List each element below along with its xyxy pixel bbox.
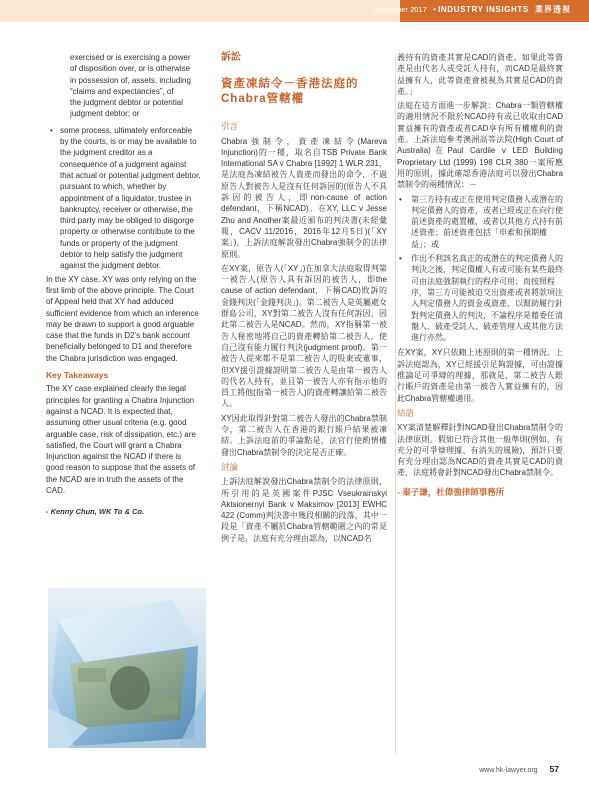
- continued-line: in possession of, assets, including: [70, 75, 191, 85]
- cn-principle-bullets: [397, 194, 563, 344]
- continued-line: exercised or is exercising a power: [70, 53, 191, 62]
- section-title-cn: 業界透視: [535, 5, 571, 14]
- paragraph: XY案清楚解釋針對NCAD發出Chabra禁制令的法律原則。假如已符合其他一般準則(例如，有充分的可爭辯理據、有消失的風險)，預計只要有充分理由認為NCAD的資產其實是CAD的資產，法庭將會針對NCAD發出Chabra禁制令。: [397, 423, 563, 478]
- bullet-dot: •: [50, 125, 53, 135]
- header-accent-strip: [0, 0, 400, 22]
- bullet-item: [397, 253, 563, 343]
- continued-line: of disposition over, or is otherwise: [70, 64, 191, 74]
- paragraph: 義持有的資產其實是CAD的資產。如果此等資產是由代名人或受託人持有，而CAD是最終實益擁有人，此等資產會被視為其實是CAD的資產。」: [397, 53, 563, 96]
- paragraph: XY因此取得針對第二被告人發出的Chabra禁制令，第二被告人在香港的銀行賬戶結果被凍結。上訴法庭前的爭論點是，法官行使酌情權發出Chabra禁制令的決定是否正確。: [221, 413, 387, 457]
- bullet-text: 第三方持有或正在使用判定債務人或潛在的判定債務人的資產，或者已經或正在向行使前述資產的處置權，或者以其他方式持有前述資產；前述資產包括「申索和預期權益」；或: [411, 194, 563, 249]
- bullet-item: [46, 125, 201, 272]
- bullet-item: [397, 194, 563, 250]
- principle-bullets: [46, 125, 201, 272]
- bullet-dot: •: [399, 254, 402, 264]
- website-url: www.hk-lawyer.org: [479, 767, 538, 774]
- bullet-dot: •: [399, 194, 402, 204]
- page-header: [0, 0, 589, 22]
- paragraph: Chabra強制令，資產凍結令(Mareva Injunction)的一種，取名自TSB Private Bank International SA v Chabra [1992] 1 WLR 231，是法庭為凍結被告人資產而發出的命令，不過原告人對被告人是沒有任何訴因的(原告人不具訴因的被告人，即non-cause of action defendant，下稱NCAD)。在XY, LLC v Jesse Zhu and Another案最近頒布的判決書(未經彙報，CACV 11/2016，2016年12月5日)(「XY案」)，上訴法庭解說發出Chabra強制令的法律原則。: [221, 136, 387, 259]
- author-byline-cn: - 秦子謙，杜偉強律師事務所: [397, 486, 505, 497]
- article-title: 資產凍結令－香港法庭的Chabra管轄權: [221, 78, 359, 106]
- continued-line: judgment debtor; or: [70, 109, 140, 119]
- header-text: [373, 4, 571, 15]
- page-number: 57: [549, 764, 559, 774]
- page-footer: [479, 764, 559, 774]
- discussion-heading: 討論: [221, 461, 239, 472]
- column-divider: [395, 54, 396, 754]
- key-takeaways-heading: Key Takeaways: [46, 370, 109, 381]
- paragraph: 在XY案，XY只依賴上述原則的第一種情況。上訴法庭認為，XY已經援引足夠證據，可由證據推論足可爭辯的理據，那就是，第二被告人銀行賬戶的資產是由第一被告人實益擁有的，因此Chabra管轄權適用。: [397, 348, 563, 403]
- paragraph: 上訴法庭解說發出Chabra禁制令的法律原則，所引用的是英國案件PJSC Vseukrainskyi Aktsionernyi Bank v Maksimov [2013] EWHC 422 (Comm)判決書中幾段相關的段落，其中一段是「資產不屬於Chabra管轄範圍之內的常見例子是，法庭有充分理由認為，以NCAD名: [221, 477, 387, 543]
- frozen-money-photo: [48, 588, 206, 748]
- header-separator: •: [433, 5, 436, 14]
- paragraph: 在XY案，原告人(「XY」)在加拿大法庭取得判第一被告人(原告人具有訴因的被告人，即the cause of action defendant，下稱CAD)敗訴的金錢判決(「金錢判決」)。第二被告人是英屬處女群島公司，XY對第二被告人沒有任何訴因，因此第二被告人是NCAD。然而，XY指稱第一被告人秘密地將自己的資產轉給第二被告人，使自己沒有能力履行判決(judgment proof)。第一被告人從來都不是第二被告人的股東或董事，但XY援引證據證明第二被告人是由第一被告人的代名人持有，並且第一被告人亦有指示他的員工將他(指第一被告人)的資產轉讓給第二被告人。: [221, 263, 387, 409]
- english-column: [46, 52, 201, 518]
- author-byline: - Kenny Chun, WK To & Co.: [46, 507, 145, 517]
- continued-line: the judgment debtor or potential: [70, 98, 183, 108]
- intro-heading: 引言: [221, 121, 239, 132]
- chinese-column-2: [397, 52, 563, 498]
- bullet-text: 作出不利該名真正的或潛在的判定債務人的判決之後，判定債權人有或可能有某些最終可由法庭強制執行的程序可用；而按照程序，第三方可能被迫交出資產或者將款項注入判定債務人的資金或資產，以幫助履行針對判定債務人的判決，不論程序是藉委任清盤人、破產受託人、破產管理人或其他方法進行亦然。: [411, 254, 563, 343]
- paragraph: The XY case explained clearly the legal principles for granting a Chabra Injunction against a NCAD. It is expected that, assuming other usual criteria (e.g. good arguable case, risk of dissipation, etc.) are satisfied, the Court will grant a Chabra Injunction against the NCAD if there is good reason to suppose that the assets of the NCAD are in truth the assets of the CAD.: [46, 384, 196, 495]
- category-label: 訴訟: [221, 52, 241, 63]
- bullet-text: some process, ultimately enforceable by the courts, is or may be available to the judgment creditor as a consequence of a judgment against that actual or potential judgment debtor, pursuant to which, whether by appointment of a liquidator, trustee in bankruptcy, receiver or otherwise, the third party may be obliged to disgorge property or otherwise contribute to the funds or property of the judgment debtor to help satisfy the judgment against the judgment debtor.: [60, 125, 201, 271]
- conclusion-heading: 結語: [397, 407, 415, 418]
- continued-line: “claims and expectancies”, of: [70, 86, 174, 96]
- continued-text: [46, 52, 201, 120]
- chinese-column-1: [221, 52, 387, 547]
- ice-cube-image: [48, 588, 206, 748]
- paragraph: 法庭在這方面進一步解說：Chabra一類管轄權的適用情況不限於NCAD持有或已收取由CAD實益擁有的資產或者CAD享有所有權權利的資產。上訴法庭參考澳洲高等法院(High Court of Australia)在Paul Cardile v LED Building Proprietary Ltd (1999) 198 CLR 380一案所應用的原則，據此確認香港法庭可以發出Chabra禁制令的兩種情況：－: [397, 101, 563, 190]
- paragraph: In the XY case, XY was only relying on the first limb of the above principle. The Court of Appeal held that XY had adduced sufficient evidence from which an inference may be drawn to support a good arguable case that the funds in D2’s bank account beneficially belonged to D1 and therefore the Chabra jurisdiction was engaged.: [46, 274, 199, 363]
- section-title: INDUSTRY INSIGHTS: [438, 5, 529, 14]
- issue-date: December 2017: [373, 5, 427, 14]
